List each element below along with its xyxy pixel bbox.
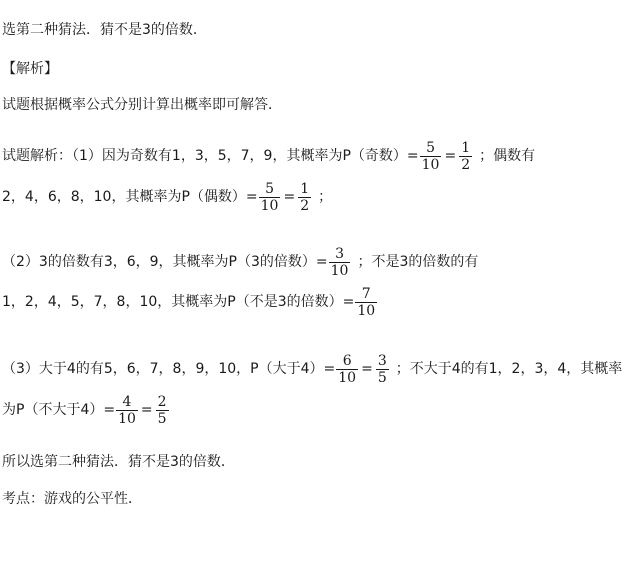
solution-part3-line2 [2, 390, 170, 430]
fraction [259, 181, 281, 214]
text-segment: 1，2，4，5，7，8，10，其概率为P（不是3的倍数）= [2, 294, 355, 310]
text-segment: ；不大于4的有1，2，3，4，其概率 [395, 361, 623, 377]
numerator: 5 [426, 139, 435, 156]
conclusion-line [2, 453, 235, 471]
numerator: 1 [461, 139, 471, 156]
fraction [298, 181, 311, 214]
numerator: 6 [342, 352, 352, 369]
fraction [420, 140, 442, 173]
numerator: 2 [157, 393, 167, 410]
fraction [355, 286, 377, 319]
solution-part1-line2 [2, 177, 332, 217]
denominator: 10 [260, 197, 279, 214]
topic-text: 考点：游戏的公平性． [2, 491, 142, 507]
denominator: 5 [157, 410, 167, 427]
equals-sign: = [444, 148, 457, 164]
text-segment: （3）大于4的有5，6，7，8，9，10，P（大于4）= [2, 361, 336, 377]
text-segment: 试题解析：（1）因为奇数有1，3，5，7，9，其概率为P（奇数）= [2, 148, 419, 164]
denominator: 10 [421, 156, 440, 173]
fraction [329, 246, 351, 279]
text-segment: ；不是3的倍数的有 [357, 254, 479, 270]
denominator: 10 [118, 410, 136, 427]
denominator: 10 [357, 302, 376, 319]
solution-part2-line2 [2, 282, 378, 322]
fraction [459, 140, 472, 173]
denominator: 10 [338, 369, 357, 386]
numerator: 3 [377, 352, 387, 369]
fraction [376, 353, 389, 386]
numerator: 7 [361, 285, 371, 302]
text-segment: （2）3的倍数有3，6，9，其概率为P（3的倍数）= [2, 254, 328, 270]
analysis-heading-text: 【解析】 [2, 61, 58, 77]
topic-line [2, 490, 142, 508]
equals-sign: = [140, 402, 153, 418]
answer-line [2, 21, 207, 39]
fraction [336, 353, 358, 386]
numerator: 5 [265, 180, 274, 197]
denominator: 2 [461, 156, 471, 173]
fraction [116, 394, 138, 427]
denominator: 5 [377, 369, 387, 386]
fraction [156, 394, 169, 427]
text-segment: 为P（不大于4）= [2, 402, 116, 418]
solution-part3-line1 [2, 349, 622, 389]
analysis-summary [2, 96, 282, 114]
analysis-heading [2, 60, 58, 78]
denominator: 10 [330, 262, 349, 279]
answer-text: 选第二种猜法．猜不是3的倍数． [2, 22, 207, 38]
numerator: 4 [122, 393, 132, 410]
numerator: 1 [300, 180, 310, 197]
solution-part1-line1 [2, 136, 535, 176]
text-segment: 2，4，6，8，10，其概率为P（偶数）= [2, 189, 258, 205]
denominator: 2 [300, 197, 310, 214]
equals-sign: = [361, 361, 373, 377]
solution-part2-line1 [2, 242, 478, 282]
equals-sign: = [283, 189, 296, 205]
text-segment: ；偶数有 [479, 148, 536, 164]
text-segment: ； [318, 189, 333, 205]
analysis-summary-text: 试题根据概率公式分别计算出概率即可解答． [2, 97, 282, 113]
numerator: 3 [335, 245, 344, 262]
conclusion-text: 所以选第二种猜法．猜不是3的倍数． [2, 454, 235, 470]
